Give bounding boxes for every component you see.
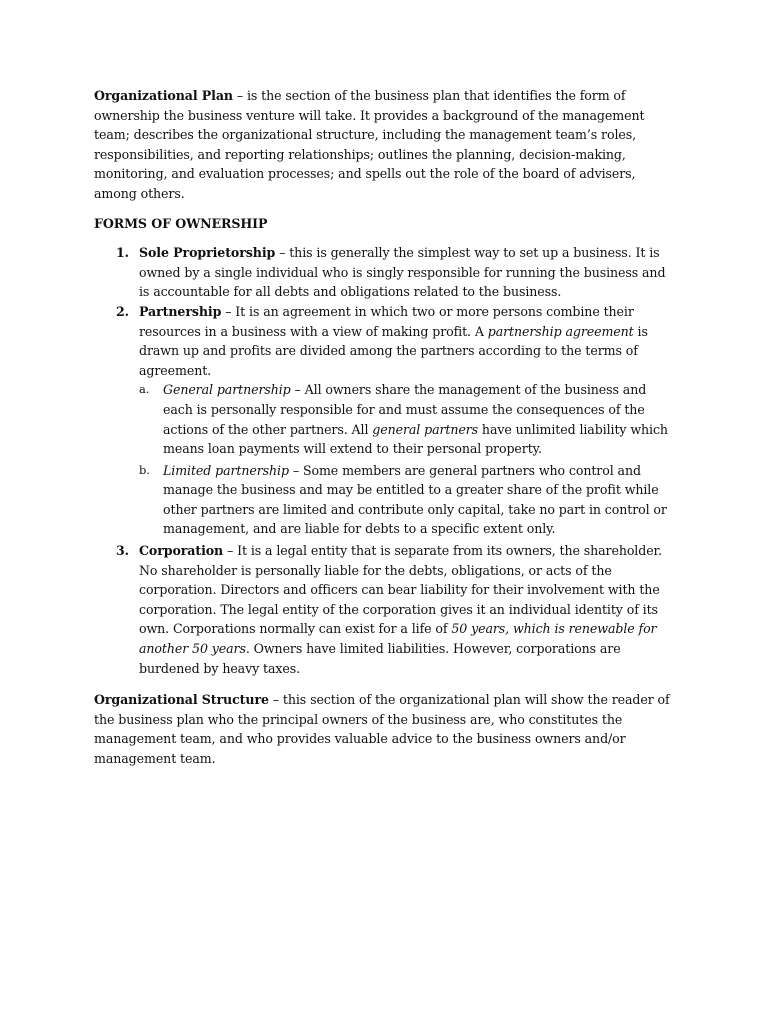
list-number: 3. bbox=[116, 543, 129, 559]
subitem-text: – All owners share the management of the business and each is personally responsible for and must assume the consequences of the actions of the other partners. All bbox=[163, 382, 647, 437]
item-term: Sole Proprietorship bbox=[139, 245, 276, 261]
item-italic: partnership agreement bbox=[487, 323, 634, 339]
subitem-text-cont: have unlimited liability which means loan payments will extend to their personal property. bbox=[163, 421, 668, 457]
document-page bbox=[94, 86, 672, 779]
structure-term: Organizational Structure bbox=[94, 692, 269, 708]
subitem-term: General partnership bbox=[163, 382, 291, 398]
intro-text: – is the section of the business plan that identifies the form of ownership the business venture will take. It provides a background of the management team; describes the organizational structure, including the management team’s roles, responsibilities, and reporting relationships; outlines the planning, decision-making, monitoring, and evaluation processes; and spells out the role of the board of advisers, among others. bbox=[94, 88, 645, 201]
item-text: – this is generally the simplest way to set up a business. It is owned by a single individual who is singly responsible for running the business and is accountable for all debts and obligations related to the business. bbox=[139, 245, 666, 300]
forms-heading: FORMS OF OWNERSHIP bbox=[94, 215, 268, 231]
sublist-item-limited-partnership bbox=[139, 461, 672, 539]
subitem-italic: general partners bbox=[372, 421, 479, 437]
subitem-term: Limited partnership bbox=[163, 462, 289, 478]
item-italic: 50 years, which is renewable for another 50 years bbox=[139, 621, 657, 657]
list-item-partnership bbox=[94, 302, 672, 539]
intro-paragraph bbox=[94, 86, 672, 204]
item-term: Corporation bbox=[139, 543, 224, 559]
item-text: – It is an agreement in which two or more persons combine their resources in a business with a view of making profit. A bbox=[139, 303, 634, 339]
list-item-sole-proprietorship bbox=[94, 243, 672, 302]
sublist-letter: a. bbox=[139, 382, 150, 397]
intro-term: Organizational Plan bbox=[94, 88, 233, 103]
structure-text: – this section of the organizational plan will show the reader of the business plan who the principal owners of the business are, who constitutes the management team, and who provides valuable advice to the business owners and/or management team. bbox=[94, 692, 670, 766]
ownership-list bbox=[94, 243, 672, 678]
list-number: 1. bbox=[116, 245, 129, 261]
subitem-text: – Some members are general partners who control and manage the business and may be entitled to a greater share of the profit while other partners are limited and contribute only capital, take no part in control or management, and are liable for debts to a specific extent only. bbox=[163, 462, 667, 537]
item-text-cont: . Owners have limited liabilities. However, corporations are burdened by heavy taxes. bbox=[139, 641, 621, 676]
list-number: 2. bbox=[116, 303, 129, 319]
item-text: – It is a legal entity that is separate from its owners, the shareholder. No shareholder is personally liable for the debts, obligations, or acts of the corporation. Directors and officers can bear liability for their involvement with the corporation. The legal entity of the corporation gives it an individual identity of its own. Corporations normally can exist for a life of bbox=[139, 543, 662, 637]
sublist-item-general-partnership bbox=[139, 380, 672, 458]
item-text-cont: is drawn up and profits are divided among the partners according to the terms of agreement. bbox=[139, 323, 648, 378]
list-item-corporation bbox=[94, 541, 672, 678]
item-term: Partnership bbox=[139, 303, 222, 319]
partnership-sublist bbox=[139, 380, 672, 539]
structure-paragraph bbox=[94, 690, 672, 768]
sublist-letter: b. bbox=[139, 462, 150, 477]
